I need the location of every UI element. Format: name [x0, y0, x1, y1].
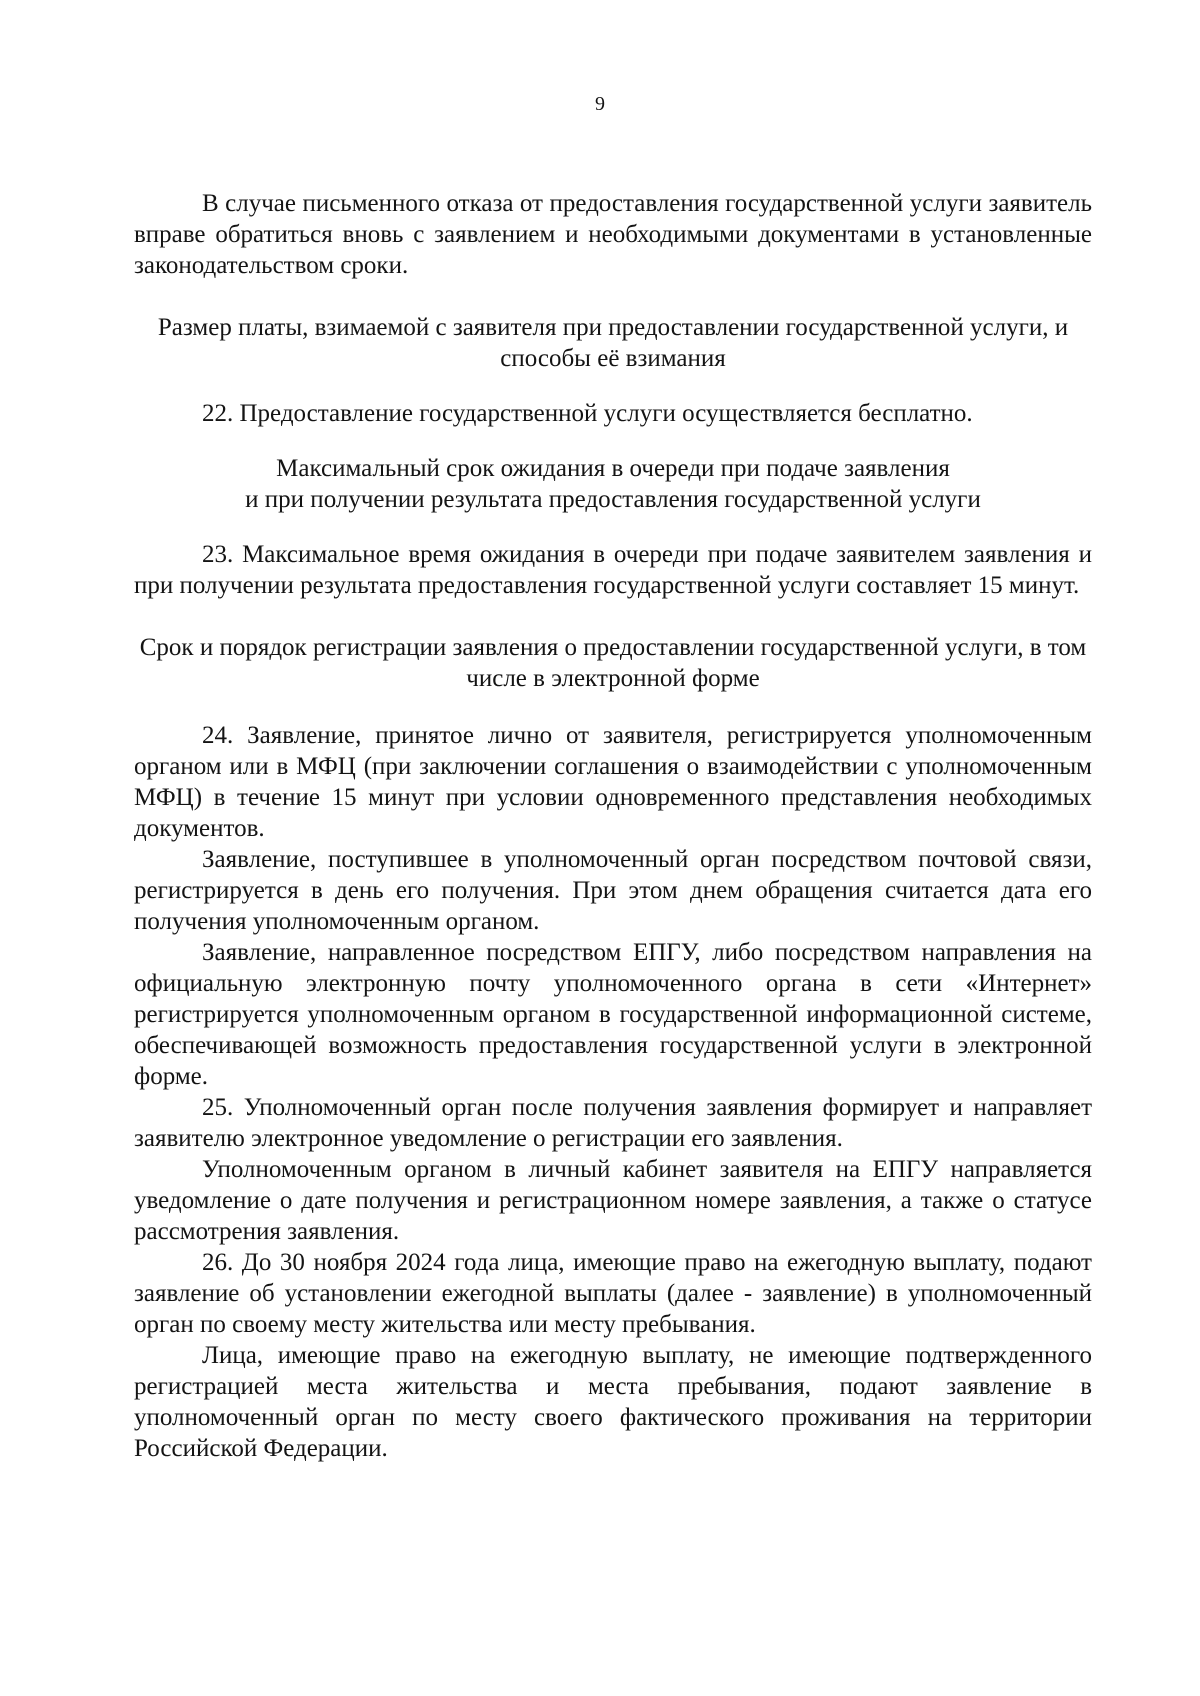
- spacer: [134, 374, 1092, 398]
- paragraph-24-mail: Заявление, поступившее в уполномоченный орган посредством почтовой связи, регистрируется в день его получения. При этом днем обращения считается дата его получения уполномоченным органом.: [134, 846, 1092, 935]
- document-body: [134, 188, 1092, 1464]
- spacer: [134, 515, 1092, 539]
- spacer: [134, 429, 1092, 453]
- paragraph-26-no-registration: Лица, имеющие право на ежегодную выплату, не имеющие подтвержденного регистрацией места жительства и места пребывания, подают заявление в уполномоченный орган по месту своего фактического проживания на территории Российской Федерации.: [134, 1342, 1092, 1462]
- section-heading-registration: Срок и порядок регистрации заявления о предоставлении государственной услуги, в том числе в электронной форме: [139, 634, 1087, 692]
- paragraph-24-epgu: Заявление, направленное посредством ЕПГУ, либо посредством направления на официальную электронную почту уполномоченного органа в сети «Интернет» регистрируется уполномоченным органом в государственной информационной системе, обеспечивающей возможность предоставления государственной услуги в электронной форме.: [134, 939, 1092, 1090]
- paragraph-24: 24. Заявление, принятое лично от заявителя, регистрируется уполномоченным органом или в МФЦ (при заключении соглашения о взаимодействии с уполномоченным МФЦ) в течение 15 минут при условии одновременного представления необходимых документов.: [134, 722, 1092, 842]
- spacer: [134, 281, 1092, 312]
- paragraph-refusal: В случае письменного отказа от предоставления государственной услуги заявитель вправе обратиться вновь с заявлением и необходимыми документами в установленные законодательством сроки.: [134, 190, 1092, 279]
- page-number: 9: [595, 93, 605, 115]
- paragraph-23: 23. Максимальное время ожидания в очереди при подаче заявителем заявления и при получении результата предоставления государственной услуги составляет 15 минут.: [134, 541, 1092, 599]
- section-heading-wait-line2: и при получении результата предоставления государственной услуги: [245, 486, 981, 513]
- section-heading-fee: Размер платы, взимаемой с заявителя при предоставлении государственной услуги, и способы её взимания: [157, 314, 1069, 372]
- paragraph-22: 22. Предоставление государственной услуги осуществляется бесплатно.: [202, 400, 973, 427]
- paragraph-25: 25. Уполномоченный орган после получения заявления формирует и направляет заявителю электронное уведомление о регистрации его заявления.: [134, 1094, 1092, 1152]
- spacer: [134, 601, 1092, 632]
- section-heading-wait-line1: Максимальный срок ожидания в очереди при подаче заявления: [276, 455, 950, 482]
- paragraph-26: 26. До 30 ноября 2024 года лица, имеющие право на ежегодную выплату, подают заявление об установлении ежегодной выплаты (далее - заявление) в уполномоченный орган по своему месту жительства или месту пребывания.: [134, 1249, 1092, 1338]
- spacer: [134, 694, 1092, 720]
- paragraph-25-cabinet: Уполномоченным органом в личный кабинет заявителя на ЕПГУ направляется уведомление о дате получения и регистрационном номере заявления, а также о статусе рассмотрения заявления.: [134, 1156, 1092, 1245]
